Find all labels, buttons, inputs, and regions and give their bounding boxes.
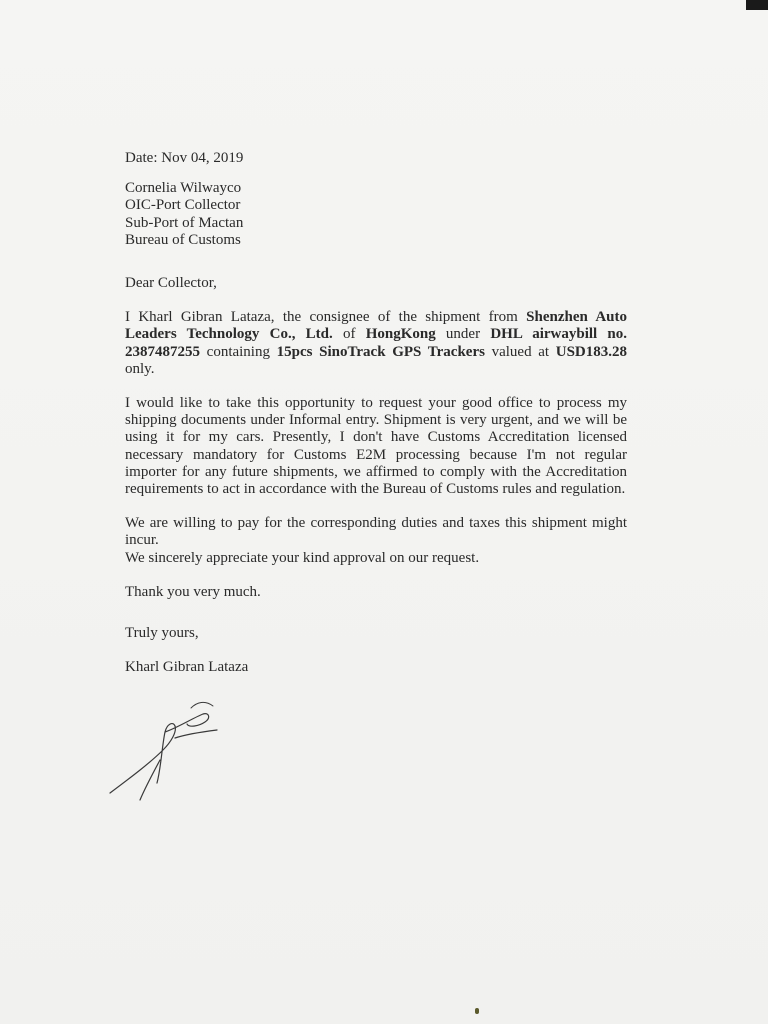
shipper-name: Shenzhen Auto Leaders Technology Co., Ltd. [125, 309, 628, 343]
recipient-agency: Bureau of Customs [125, 231, 241, 248]
shipment-value: USD183.28 [555, 343, 627, 360]
recipient-name: Cornelia Wilwayco [125, 180, 242, 197]
handwritten-signature [105, 688, 235, 808]
scan-speck [475, 1008, 479, 1014]
p1-text-4: containing [200, 343, 277, 360]
salutation: Dear Collector, [125, 275, 217, 292]
sign-off: Truly yours, [125, 625, 199, 642]
recipient-address [125, 180, 627, 249]
signer-name: Kharl Gibran Lataza [125, 659, 249, 676]
shipment-contents: 15pcs SinoTrack GPS Trackers [276, 343, 485, 360]
paragraph-request: I would like to take this opportunity to request your good office to process my shipping documents under Informal entry. Shipment is very urgent, and we will be using it for my cars. Presently, I don't have Customs Accreditation licensed necessary mandatory for Customs E2M processing because I'm not regular importer for any future shipments, we affirmed to comply with the Accreditation requirements to act in accordance with the Bureau of Customs rules and regulation. [125, 395, 627, 498]
paragraph-appreciation: We sincerely appreciate your kind approval on our request. [125, 549, 480, 566]
closing-line: Thank you very much. [125, 583, 261, 600]
p1-text-6: only. [125, 360, 155, 377]
scan-corner-mark [746, 0, 768, 10]
origin-location: HongKong [365, 326, 436, 343]
p1-text-2: of [332, 326, 366, 343]
p1-text-5: valued at [484, 343, 556, 360]
letter-date: Date: Nov 04, 2019 [125, 150, 244, 166]
paragraph-duties: We are willing to pay for the corresponding duties and taxes this shipment might incur. [125, 515, 627, 549]
p1-text-3: under [435, 326, 491, 343]
airwaybill-number: DHL airwaybill no. 2387487255 [125, 326, 628, 360]
p1-text-1: I Kharl Gibran Lataza, the consignee of the shipment from [125, 309, 527, 326]
letter-body [125, 150, 627, 685]
signature-block [125, 625, 627, 685]
recipient-title: OIC-Port Collector [125, 197, 241, 214]
paragraph-shipment-details [125, 309, 627, 378]
recipient-office: Sub-Port of Mactan [125, 214, 244, 231]
